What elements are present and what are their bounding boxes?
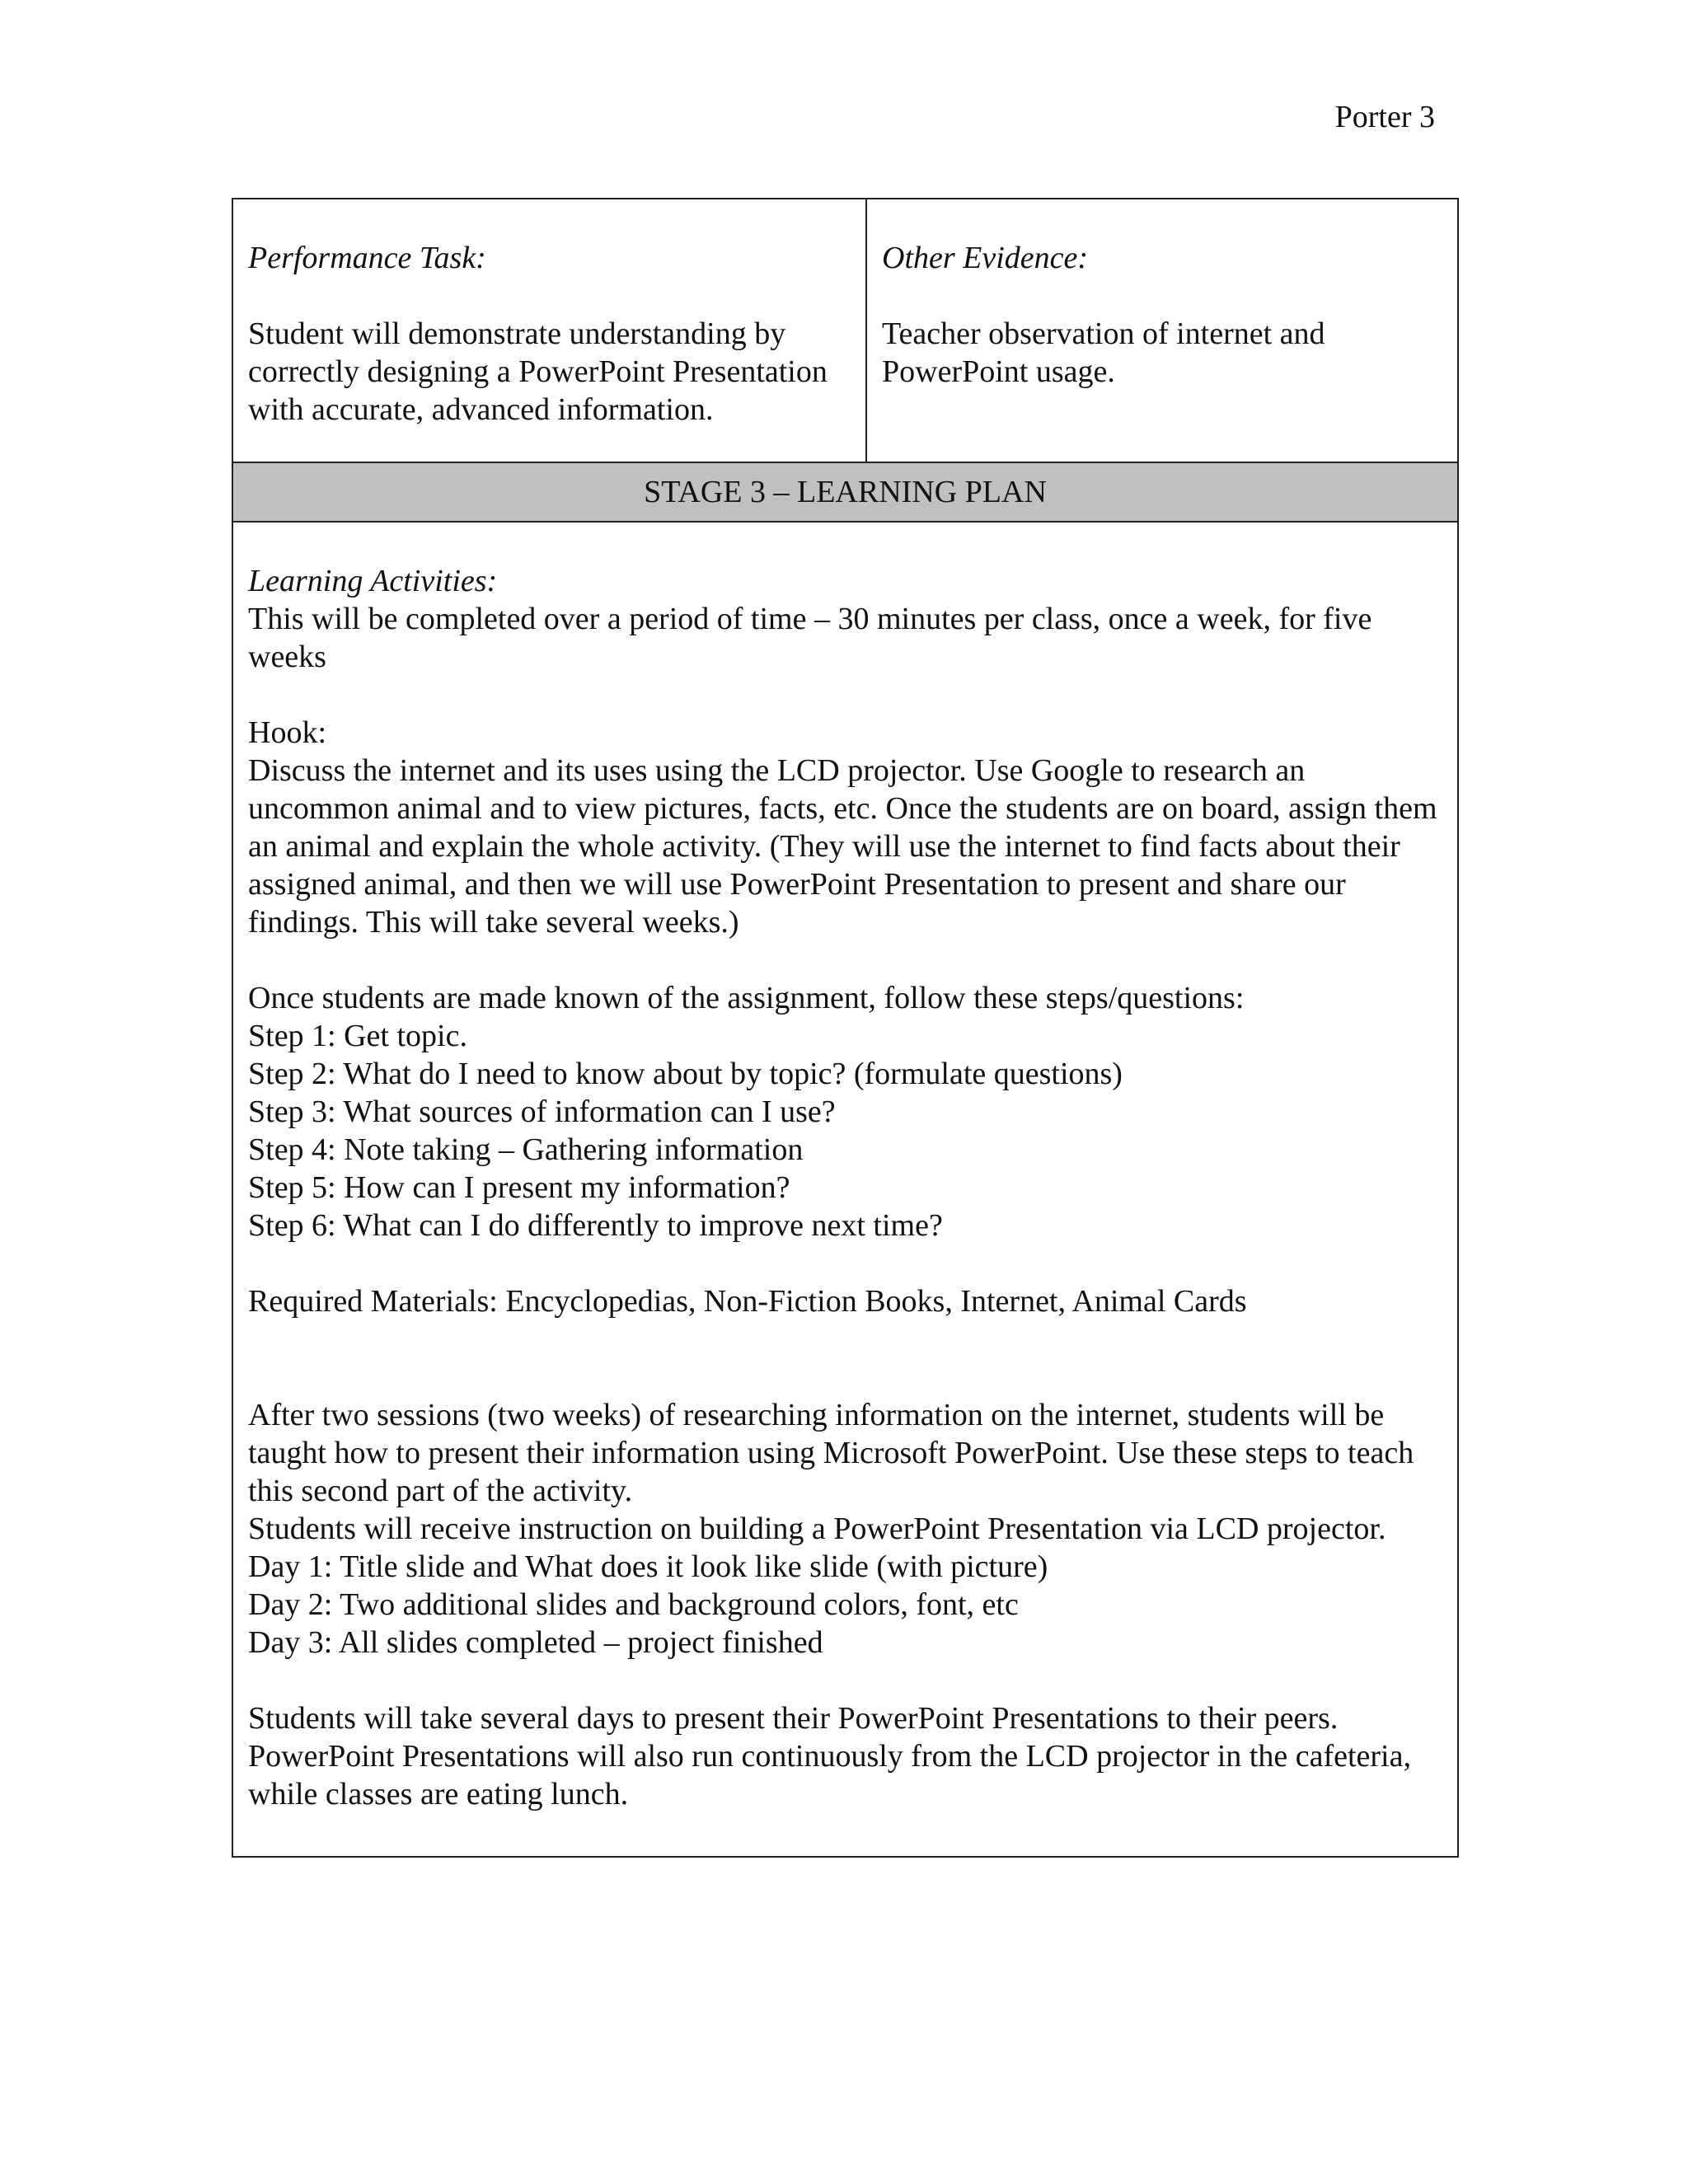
step-item: Step 6: What can I do differently to improve next time? [248,1208,943,1243]
step-item: Step 1: Get topic. [248,1019,467,1053]
evidence-row [232,199,1458,462]
step-item: Step 2: What do I need to know about by topic? (formulate questions) [248,1057,1123,1091]
performance-task-cell [232,199,866,462]
hook-heading: Hook: [248,715,326,750]
learning-activities-intro: This will be completed over a period of time – 30 minutes per class, once a week, for five weeks [248,602,1372,674]
hook-body: Discuss the internet and its uses using the LCD projector. Use Google to research an uncommon animal and to view pictures, facts, etc. Once the students are on board, assign them an animal and explain the whole activity. (They will use the internet to find facts about their assigned animal, and then we will use PowerPoint Presentation to present and share our findings. This will take several weeks.) [248,753,1437,940]
required-materials: Required Materials: Encyclopedias, Non-Fiction Books, Internet, Animal Cards [248,1284,1247,1319]
instruction-text: Students will receive instruction on building a PowerPoint Presentation via LCD projector. [248,1511,1386,1546]
performance-task-body: Student will demonstrate understanding by correctly designing a PowerPoint Presentation with accurate, advanced information. [248,316,828,427]
step-item: Step 4: Note taking – Gathering information [248,1132,804,1167]
other-evidence-cell [866,199,1458,462]
learning-plan-cell [232,522,1458,1857]
part2-intro: After two sessions (two weeks) of researching information on the internet, students will be taught how to present their information using Microsoft PowerPoint. Use these steps to teach this second part of the activity. [248,1398,1414,1508]
performance-task-heading: Performance Task: [248,241,486,275]
other-evidence-heading: Other Evidence: [882,241,1089,275]
step-item: Step 3: What sources of information can I use? [248,1094,836,1129]
learning-activities-heading: Learning Activities: [248,564,498,598]
lesson-plan-table [232,198,1459,1858]
other-evidence-body: Teacher observation of internet and PowerPoint usage. [882,316,1325,389]
day-item: Day 3: All slides completed – project finished [248,1625,823,1660]
stage3-title: STAGE 3 – LEARNING PLAN [232,462,1458,522]
stage-row [232,462,1458,522]
steps-intro: Once students are made known of the assignment, follow these steps/questions: [248,981,1245,1015]
day-item: Day 1: Title slide and What does it look like slide (with picture) [248,1549,1048,1584]
learning-plan-row [232,522,1458,1857]
conclusion-text: Students will take several days to present their PowerPoint Presentations to their peers. PowerPoint Presentations will also run continuously from the LCD projector in the cafeteria, while classes are eating lunch. [248,1701,1411,1811]
step-item: Step 5: How can I present my information? [248,1170,790,1205]
page-header: Porter 3 [1334,100,1435,134]
day-item: Day 2: Two additional slides and background colors, font, etc [248,1587,1019,1622]
